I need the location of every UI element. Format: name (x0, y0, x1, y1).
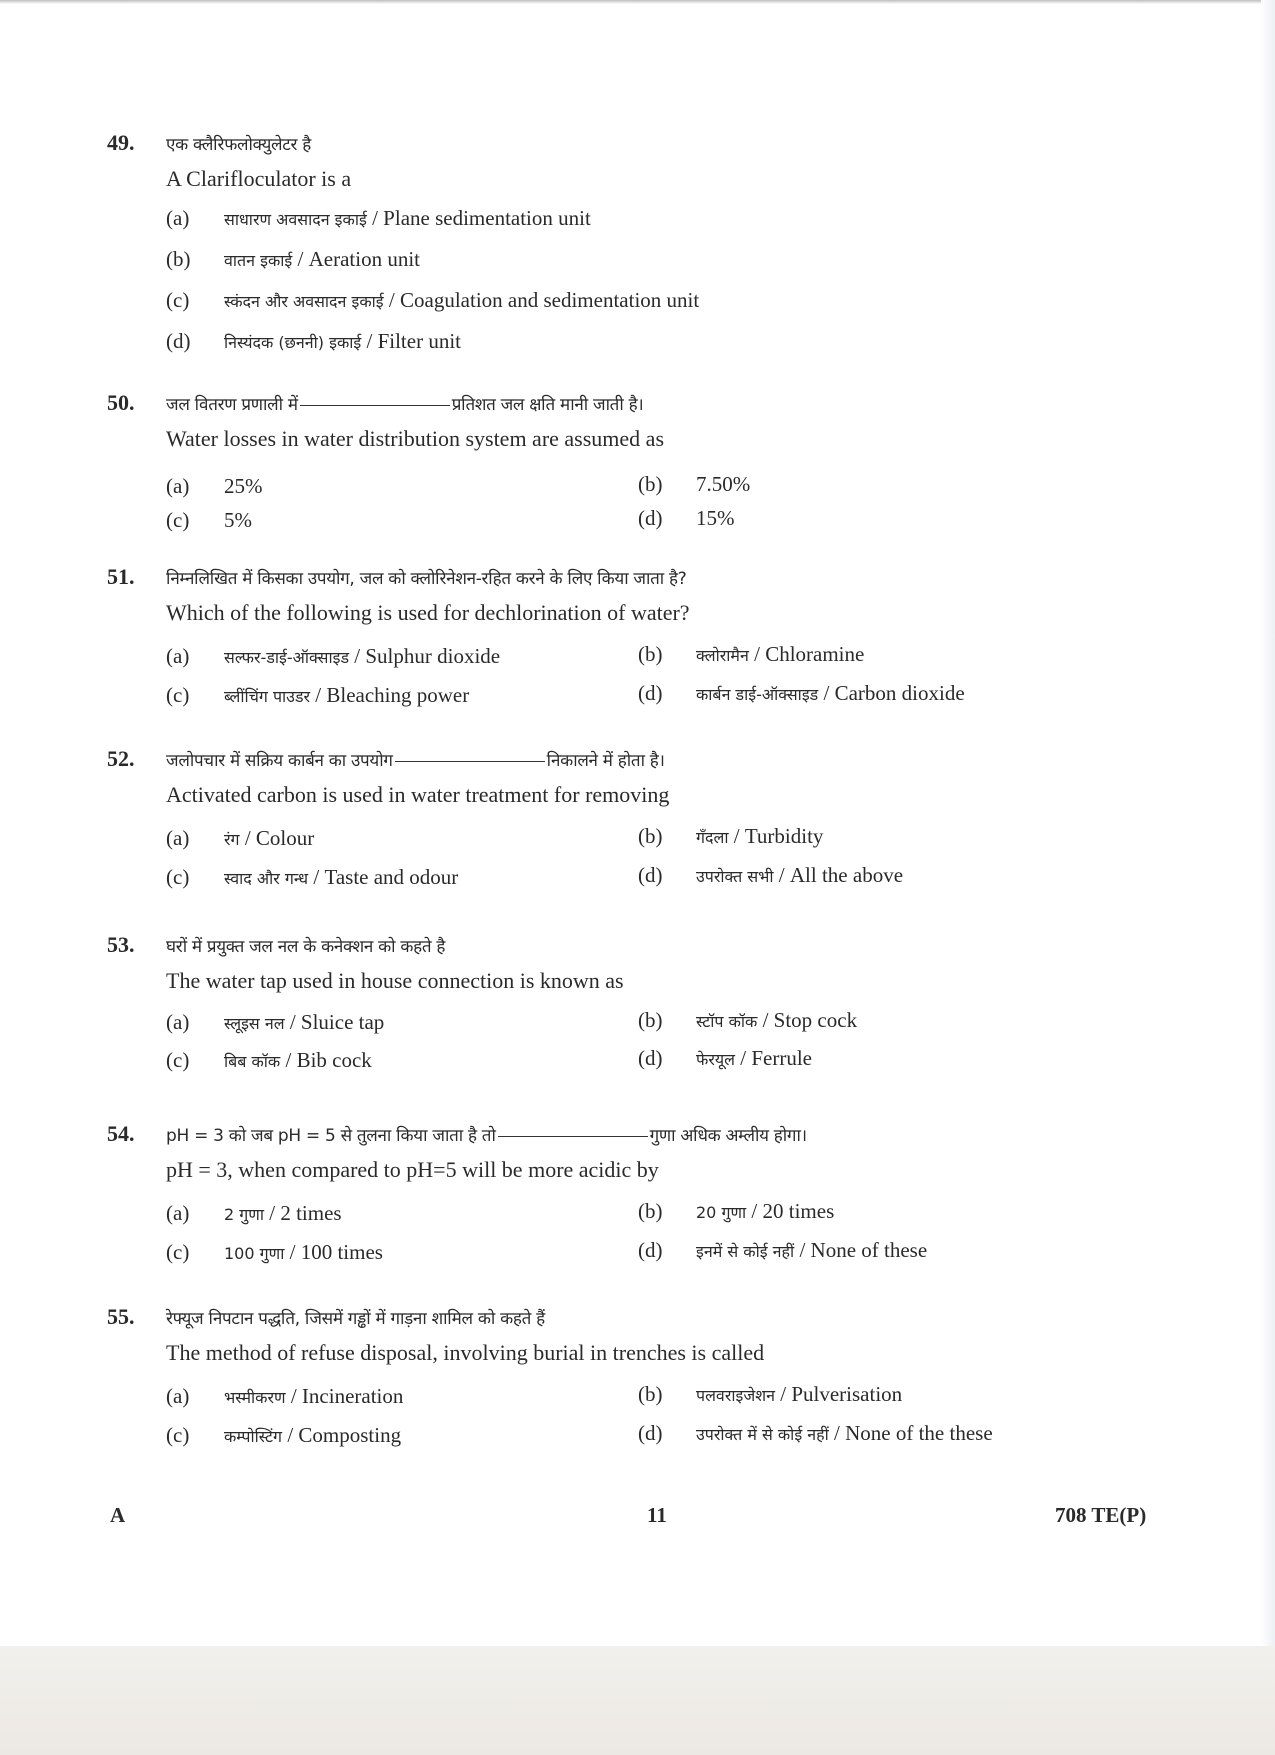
option-label: (c) (166, 865, 190, 889)
option-label: (d) (638, 506, 663, 530)
option-b[interactable] (638, 472, 750, 497)
option-text-hindi: स्वाद और गन्ध (224, 869, 309, 888)
option-text-english: / 20 times (751, 1199, 835, 1223)
option-text-english: / Filter unit (366, 329, 461, 353)
option-text-english: / None of the these (834, 1421, 993, 1445)
question-text-hindi: रेफ्यूज निपटान पद्धति, जिसमें गड्ढों में गाड़ना शामिल को कहते हैं (166, 1309, 545, 1329)
fill-blank (300, 405, 450, 406)
option-text-english: / Bib cock (285, 1048, 372, 1072)
option-label: (a) (166, 826, 190, 850)
option-label: (b) (638, 1008, 663, 1032)
series-label: A (110, 1503, 126, 1527)
question-text-english: Water losses in water distribution system are assumed as (166, 426, 665, 451)
option-text-hindi: सल्फर-डाई-ऑक्साइड (224, 648, 350, 667)
option-label: (b) (638, 472, 663, 496)
option-text-hindi: पलवराइजेशन (696, 1386, 776, 1405)
option-text-english: 25% (224, 474, 263, 498)
option-c[interactable] (166, 865, 458, 890)
option-text-english: / Stop cock (762, 1008, 858, 1032)
hindi-post: निकालने में होता है। (546, 751, 665, 771)
option-text-hindi: ब्लींचिंग पाउडर (224, 687, 311, 706)
option-text-english: 7.50% (696, 472, 751, 496)
option-text-english: / Sluice tap (289, 1010, 385, 1034)
option-text-english: / Aeration unit (297, 247, 421, 271)
option-text-english: / Composting (287, 1423, 402, 1447)
option-d[interactable] (638, 863, 903, 888)
option-label: (c) (166, 1423, 190, 1447)
option-label: (a) (166, 1201, 190, 1225)
option-d[interactable] (638, 1046, 812, 1071)
option-text-hindi: स्टॉप कॉक (696, 1012, 758, 1031)
option-a[interactable] (166, 206, 591, 231)
option-label: (d) (638, 1238, 663, 1262)
option-label: (d) (166, 329, 191, 353)
question-text-english: The water tap used in house connection is known as (166, 968, 624, 993)
scan-edge-right (1261, 0, 1275, 1755)
option-text-english: / Ferrule (740, 1046, 812, 1070)
option-b[interactable] (638, 1008, 857, 1033)
hindi-pre: जलोपचार में सक्रिय कार्बन का उपयोग (166, 751, 393, 771)
option-text-hindi: कम्पोस्टिंग (224, 1427, 283, 1446)
question-number: 53. (107, 932, 135, 957)
option-text-english: / Colour (244, 826, 315, 850)
paper-code: 708 TE(P) (1055, 1503, 1147, 1527)
option-a[interactable] (166, 1010, 384, 1035)
option-label: (b) (638, 1199, 663, 1223)
option-b[interactable] (638, 824, 823, 849)
fill-blank (395, 761, 545, 762)
option-a[interactable] (166, 826, 314, 851)
option-text-hindi: फेरयूल (696, 1050, 736, 1069)
option-label: (d) (638, 681, 663, 705)
option-label: (a) (166, 474, 190, 498)
hindi-post: प्रतिशत जल क्षति मानी जाती है। (451, 395, 644, 415)
option-c[interactable] (166, 288, 699, 313)
option-b[interactable] (638, 1199, 834, 1224)
option-d[interactable] (166, 329, 461, 354)
question-text-hindi: घरों में प्रयुक्त जल नल के कनेक्शन को कहते है (166, 937, 446, 957)
option-text-hindi: 20 गुणा (696, 1203, 747, 1222)
option-text-english: / 100 times (289, 1240, 383, 1264)
question-text-hindi (166, 392, 643, 415)
hindi-pre: जल वितरण प्रणाली में (166, 395, 298, 415)
option-label: (a) (166, 1010, 190, 1034)
option-d[interactable] (638, 506, 735, 531)
option-d[interactable] (638, 1238, 927, 1263)
question-number: 50. (107, 390, 135, 415)
question-text-hindi (166, 748, 665, 771)
question-text-english: pH = 3, when compared to pH=5 will be more acidic by (166, 1157, 659, 1182)
fill-blank (498, 1136, 648, 1137)
option-label: (d) (638, 863, 663, 887)
option-text-english: / Plane sedimentation unit (372, 206, 591, 230)
option-label: (d) (638, 1046, 663, 1070)
question-text-hindi: निम्नलिखित में किसका उपयोग, जल को क्लोरिनेशन-रहित करने के लिए किया जाता है? (166, 569, 687, 589)
option-label: (c) (166, 683, 190, 707)
question-text-english: A Clarifloculator is a (166, 166, 352, 191)
option-label: (a) (166, 206, 190, 230)
option-text-english: / Carbon dioxide (823, 681, 965, 705)
option-text-english: / Pulverisation (780, 1382, 903, 1406)
option-c[interactable] (166, 508, 252, 533)
option-text-hindi: स्कंदन और अवसादन इकाई (224, 292, 384, 311)
option-text-english: / Chloramine (754, 642, 865, 666)
option-c[interactable] (166, 1423, 401, 1448)
option-c[interactable] (166, 1240, 383, 1265)
option-text-english: / Incineration (290, 1384, 404, 1408)
scan-edge-top (0, 0, 1275, 4)
option-a[interactable] (166, 1384, 403, 1409)
option-text-english: / Sulphur dioxide (354, 644, 501, 668)
option-label: (a) (166, 644, 190, 668)
option-text-english: / All the above (778, 863, 904, 887)
scan-edge-bottom (0, 1646, 1275, 1755)
option-label: (c) (166, 1240, 190, 1264)
option-text-hindi: निस्यंदक (छननी) इकाई (224, 333, 362, 352)
option-text-english: / Coagulation and sedimentation unit (388, 288, 700, 312)
question-number: 51. (107, 564, 135, 589)
option-text-english: 5% (224, 508, 252, 532)
option-text-hindi: बिब कॉक (224, 1052, 281, 1071)
hindi-post: गुणा अधिक अम्लीय होगा। (649, 1126, 807, 1146)
option-label: (c) (166, 288, 190, 312)
option-text-english: 15% (696, 506, 735, 530)
option-label: (c) (166, 1048, 190, 1072)
option-d[interactable] (638, 1421, 993, 1446)
page-number: 11 (647, 1503, 667, 1527)
option-b[interactable] (638, 642, 864, 667)
option-text-hindi: उपरोक्त में से कोई नहीं (696, 1425, 829, 1444)
option-label: (b) (166, 247, 191, 271)
question-text-english: Activated carbon is used in water treatment for removing (166, 782, 670, 807)
option-text-hindi: साधारण अवसादन इकाई (224, 210, 367, 229)
option-d[interactable] (638, 681, 965, 706)
option-text-hindi: स्लूइस नल (224, 1014, 285, 1033)
option-label: (b) (638, 642, 663, 666)
option-text-hindi: 2 गुणा (224, 1205, 264, 1224)
option-label: (a) (166, 1384, 190, 1408)
option-c[interactable] (166, 1048, 372, 1073)
question-text-hindi (166, 1123, 807, 1146)
question-number: 54. (107, 1121, 135, 1146)
option-label: (c) (166, 508, 190, 532)
option-label: (b) (638, 1382, 663, 1406)
question-number: 49. (107, 130, 135, 155)
option-b[interactable] (166, 247, 420, 272)
option-text-hindi: रंग (224, 830, 240, 849)
option-text-english: / 2 times (269, 1201, 342, 1225)
option-text-hindi: क्लोरामैन (696, 646, 749, 665)
question-text-english: Which of the following is used for dechlorination of water? (166, 600, 690, 625)
option-text-english: / Bleaching power (315, 683, 470, 707)
option-text-hindi: भस्मीकरण (224, 1388, 286, 1407)
option-label: (d) (638, 1421, 663, 1445)
option-a[interactable] (166, 644, 500, 669)
option-text-english: / Taste and odour (313, 865, 459, 889)
option-text-hindi: कार्बन डाई-ऑक्साइड (696, 685, 819, 704)
question-number: 55. (107, 1304, 135, 1329)
hindi-pre: pH = 3 को जब pH = 5 से तुलना किया जाता है तो (166, 1126, 496, 1146)
option-a[interactable] (166, 474, 263, 499)
option-text-hindi: वातन इकाई (224, 251, 293, 270)
option-b[interactable] (638, 1382, 902, 1407)
option-a[interactable] (166, 1201, 342, 1226)
option-text-hindi: 100 गुणा (224, 1244, 285, 1263)
question-number: 52. (107, 746, 135, 771)
option-text-english: / Turbidity (733, 824, 824, 848)
option-label: (b) (638, 824, 663, 848)
option-text-hindi: उपरोक्त सभी (696, 867, 774, 886)
option-text-hindi: इनमें से कोई नहीं (696, 1242, 795, 1261)
option-c[interactable] (166, 683, 469, 708)
question-text-hindi: एक क्लैरिफलोक्युलेटर है (166, 135, 311, 155)
option-text-hindi: गँदला (696, 828, 729, 847)
option-text-english: / None of these (799, 1238, 928, 1262)
question-text-english: The method of refuse disposal, involving burial in trenches is called (166, 1340, 765, 1365)
